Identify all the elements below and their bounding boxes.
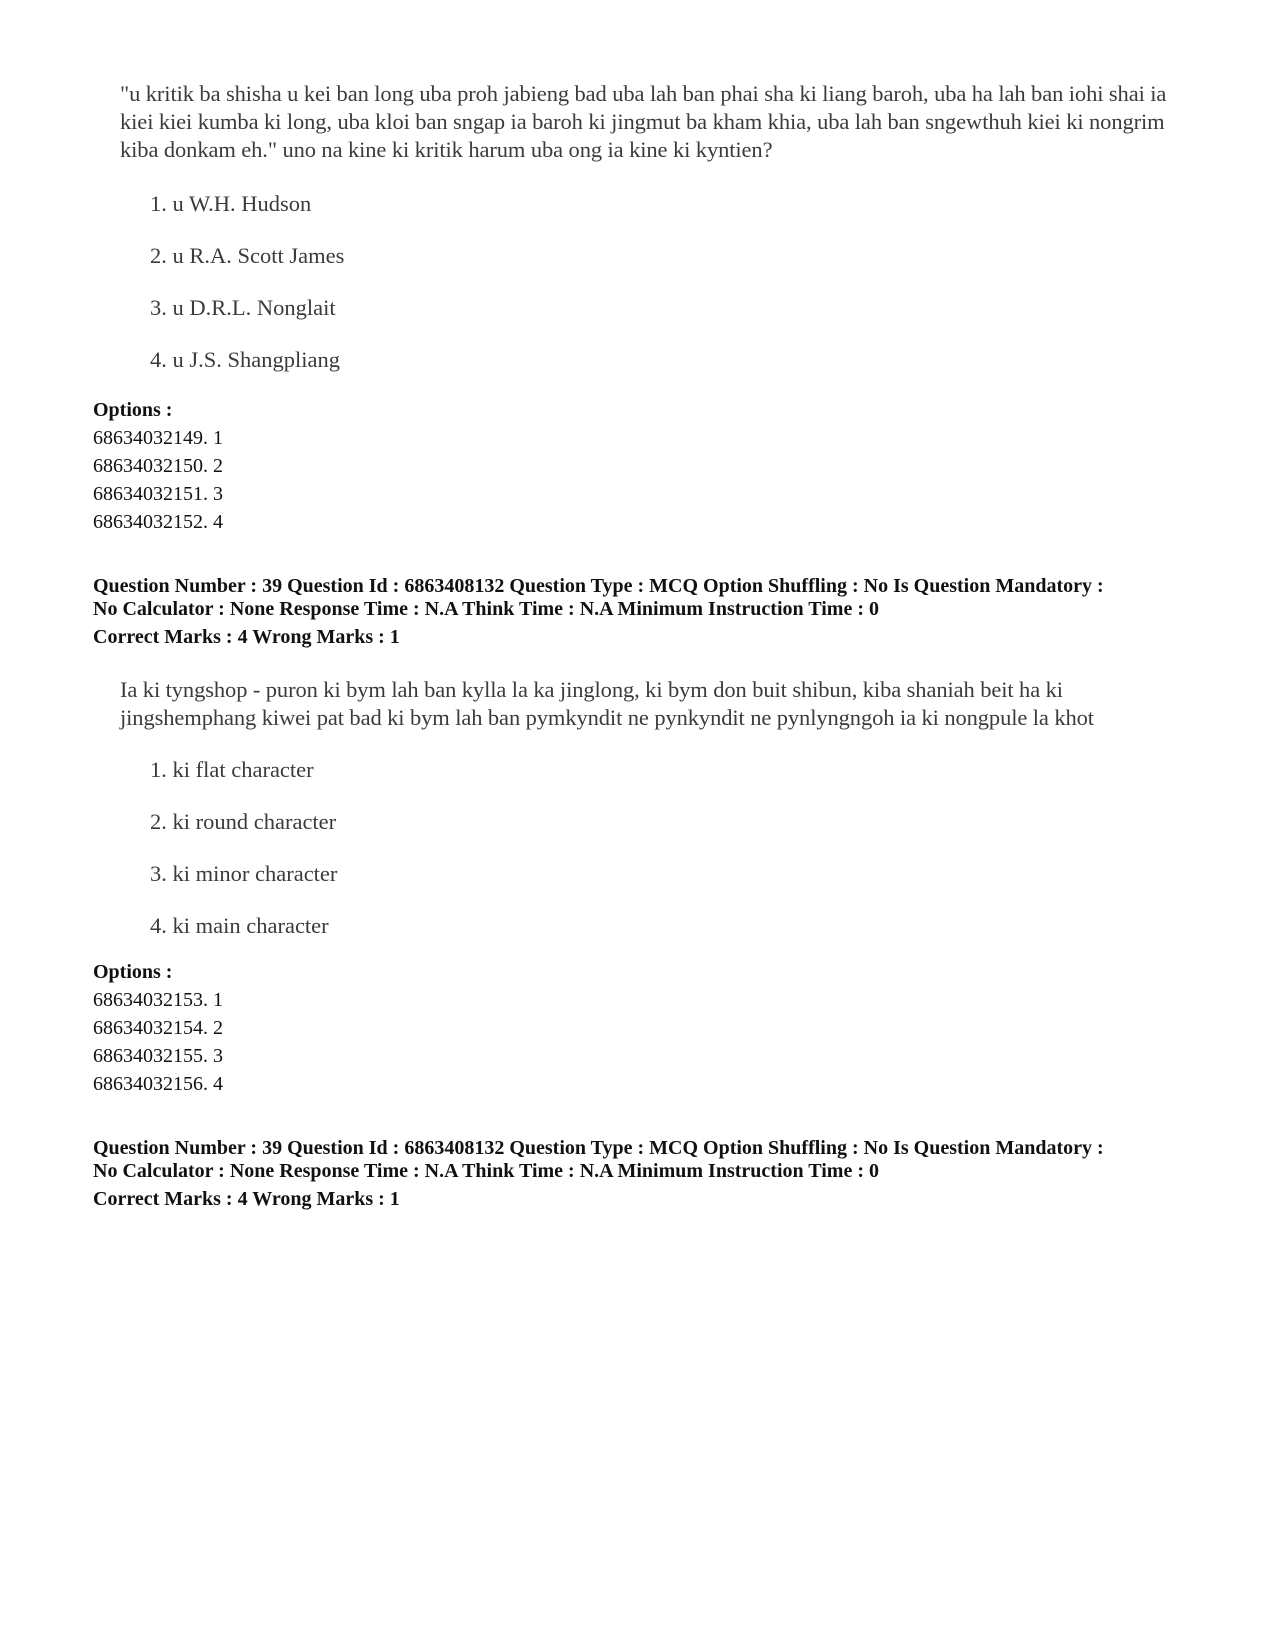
- question-2-option-id-3: 68634032155. 3: [93, 1045, 223, 1067]
- question-2-choice-1: 1. ki flat character: [150, 757, 314, 782]
- question-2-choice-4: 4. ki main character: [150, 913, 329, 938]
- question-2-option-id-1: 68634032153. 1: [93, 989, 223, 1011]
- question-2-options-label: Options :: [93, 961, 173, 983]
- question-2-option-id-2: 68634032154. 2: [93, 1017, 223, 1039]
- question-meta-line-1: Question Number : 39 Question Id : 6863408132 Question Type : MCQ Option Shuffling : No Is Question Mandatory :: [93, 1137, 1104, 1159]
- question-2-choice-2: 2. ki round character: [150, 809, 337, 834]
- question-2-option-id-4: 68634032156. 4: [93, 1073, 223, 1095]
- question-meta-line-2: No Calculator : None Response Time : N.A Think Time : N.A Minimum Instruction Time : 0: [93, 598, 879, 620]
- question-1-option-id-1: 68634032149. 1: [93, 427, 223, 449]
- question-2-text: Ia ki tyngshop - puron ki bym lah ban kylla la ka jinglong, ki bym don buit shibun, kiba shaniah beit ha ki jingshemphang kiwei pat bad ki bym lah ban pymkyndit ne pynkyndit ne pynlyngngoh ia ki nongpule la khot: [120, 677, 1094, 730]
- question-1-options-label: Options :: [93, 399, 173, 421]
- question-meta-line-1: Question Number : 39 Question Id : 6863408132 Question Type : MCQ Option Shuffling : No Is Question Mandatory :: [93, 575, 1104, 597]
- question-1-choice-2: 2. u R.A. Scott James: [150, 243, 345, 268]
- question-marks-line: Correct Marks : 4 Wrong Marks : 1: [93, 626, 400, 648]
- question-1-choice-4: 4. u J.S. Shangpliang: [150, 347, 341, 372]
- question-1-choice-1: 1. u W.H. Hudson: [150, 191, 312, 216]
- question-1-option-id-2: 68634032150. 2: [93, 455, 223, 477]
- question-meta-line-2: No Calculator : None Response Time : N.A Think Time : N.A Minimum Instruction Time : 0: [93, 1160, 879, 1182]
- question-2-choice-3: 3. ki minor character: [150, 861, 338, 886]
- question-marks-line: Correct Marks : 4 Wrong Marks : 1: [93, 1188, 400, 1210]
- question-1-option-id-4: 68634032152. 4: [93, 511, 223, 533]
- question-1-text: "u kritik ba shisha u kei ban long uba proh jabieng bad uba lah ban phai sha ki liang baroh, uba ha lah ban iohi shai ia kiei kiei kumba ki long, uba kloi ban sngap ia baroh ki jingmut ba kham khia, uba lah ban sngewthuh kiei ki nongrim kiba donkam eh." uno na kine ki kritik harum uba ong ia kine ki kyntien?: [120, 81, 1167, 162]
- question-1-option-id-3: 68634032151. 3: [93, 483, 223, 505]
- question-1-choice-3: 3. u D.R.L. Nonglait: [150, 295, 336, 320]
